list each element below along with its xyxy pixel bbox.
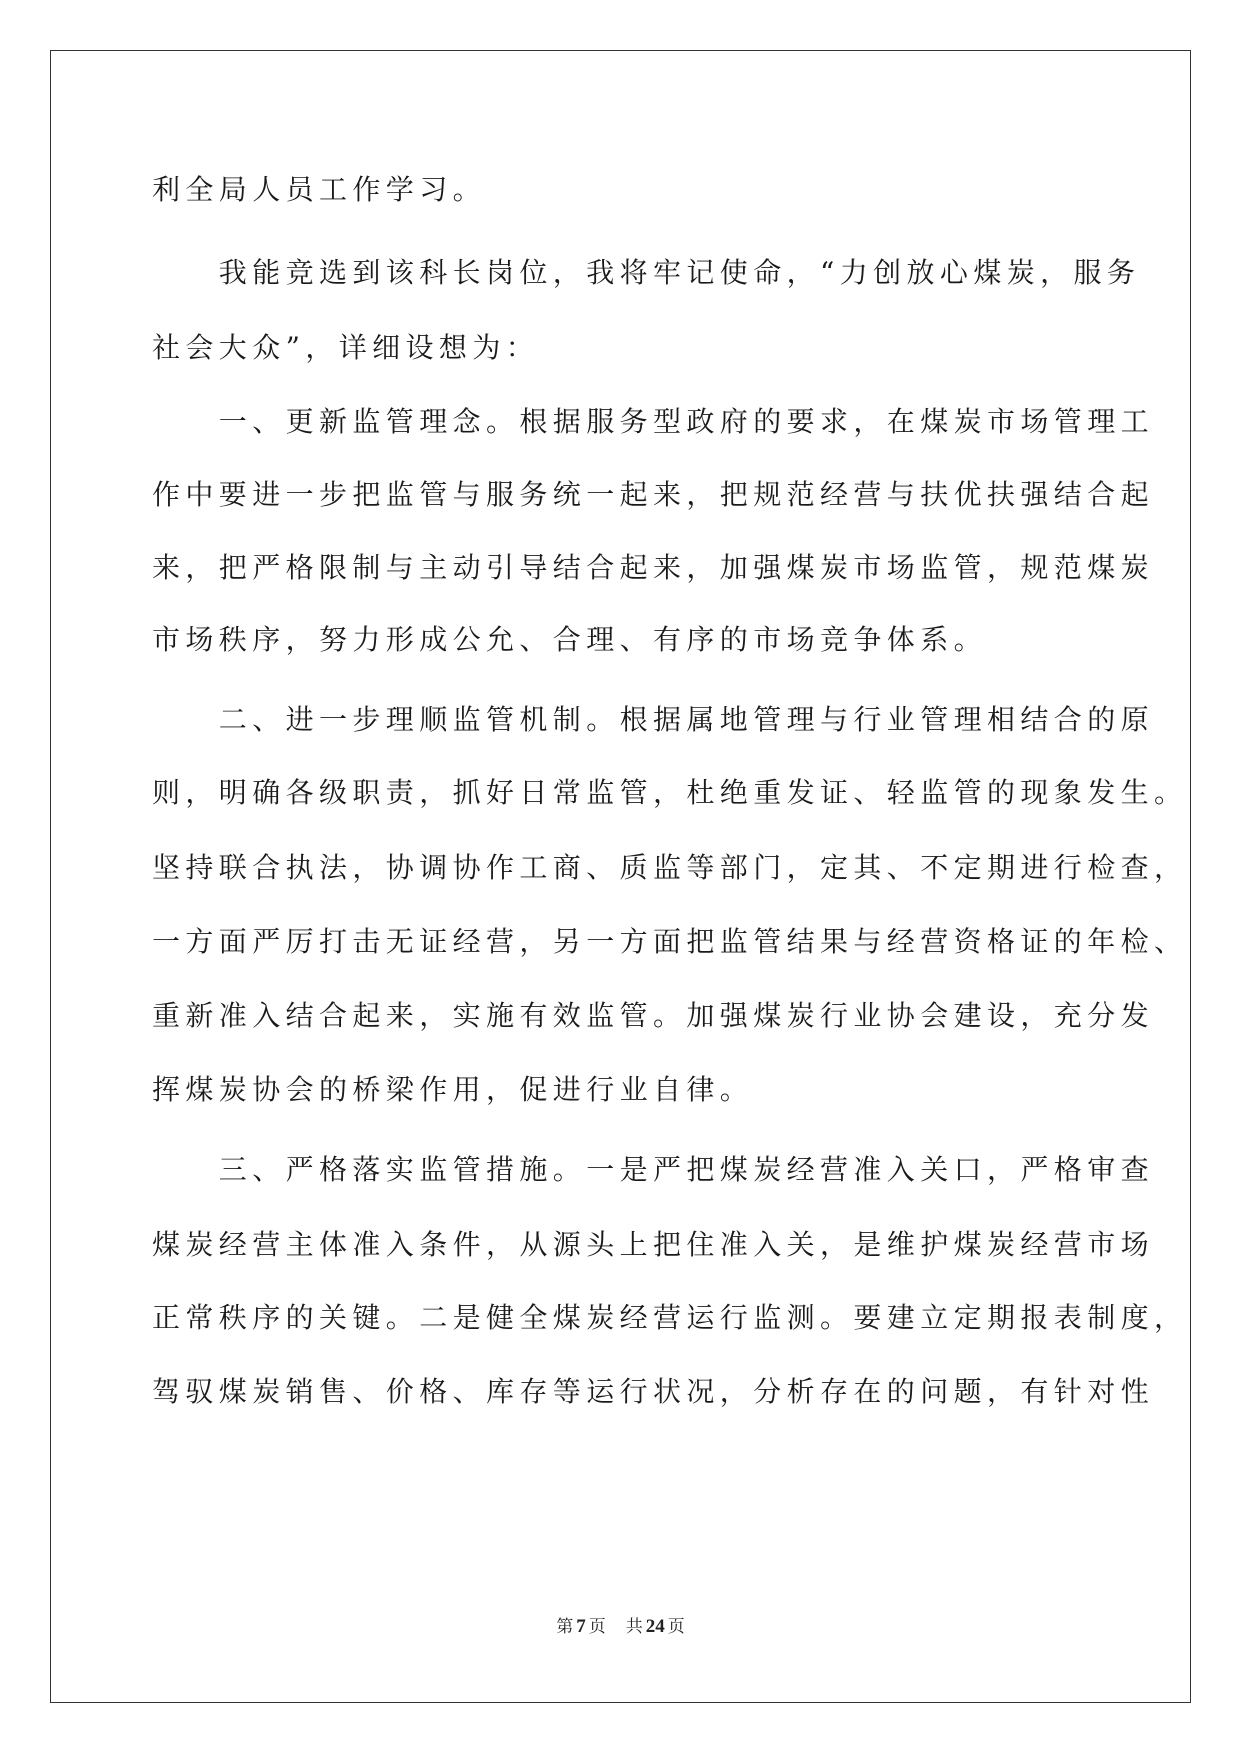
- text-line: 一方面严厉打击无证经营，另一方面把监管结果与经营资格证的年检、: [152, 925, 1188, 958]
- text-line: 正常秩序的关键。二是健全煤炭经营运行监测。要建立定期报表制度，: [152, 1301, 1188, 1334]
- text-line: 市场秩序，努力形成公允、合理、有序的市场竞争体系。: [152, 623, 988, 656]
- text-line: 坚持联合执法，协调协作工商、质监等部门，定其、不定期进行检查，: [152, 851, 1188, 884]
- text-line: 二、进一步理顺监管机制。根据属地管理与行业管理相结合的原: [152, 703, 1155, 736]
- total-unit: 页: [667, 1617, 685, 1637]
- text-line: 来，把严格限制与主动引导结合起来，加强煤炭市场监管，规范煤炭: [152, 551, 1155, 584]
- text-line: 驾驭煤炭销售、价格、库存等运行状况，分析存在的问题，有针对性: [152, 1375, 1155, 1408]
- page-number: 7: [576, 1616, 586, 1637]
- text-line: 三、严格落实监管措施。一是严把煤炭经营准入关口，严格审查: [152, 1153, 1155, 1186]
- text-line: 煤炭经营主体准入条件，从源头上把住准入关，是维护煤炭经营市场: [152, 1228, 1155, 1261]
- page-footer: [0, 1612, 1241, 1638]
- text-line: 则，明确各级职责，抓好日常监管，杜绝重发证、轻监管的现象发生。: [152, 776, 1188, 809]
- text-line: 作中要进一步把监管与服务统一起来，把规范经营与扶优扶强结合起: [152, 478, 1155, 511]
- page-unit: 页: [588, 1617, 606, 1637]
- text-line: 挥煤炭协会的桥梁作用，促进行业自律。: [152, 1073, 754, 1106]
- total-prefix: 共: [625, 1617, 643, 1637]
- text-line: 社会大众”，详细设想为：: [152, 331, 540, 364]
- text-line: 一、更新监管理念。根据服务型政府的要求，在煤炭市场管理工: [152, 405, 1155, 438]
- text-line: 重新准入结合起来，实施有效监管。加强煤炭行业协会建设，充分发: [152, 999, 1155, 1032]
- page-prefix: 第: [556, 1617, 574, 1637]
- text-line: 利全局人员工作学习。: [152, 173, 487, 206]
- text-line: 我能竞选到该科长岗位，我将牢记使命，“力创放心煤炭，服务: [152, 256, 1141, 289]
- total-pages: 24: [645, 1616, 665, 1637]
